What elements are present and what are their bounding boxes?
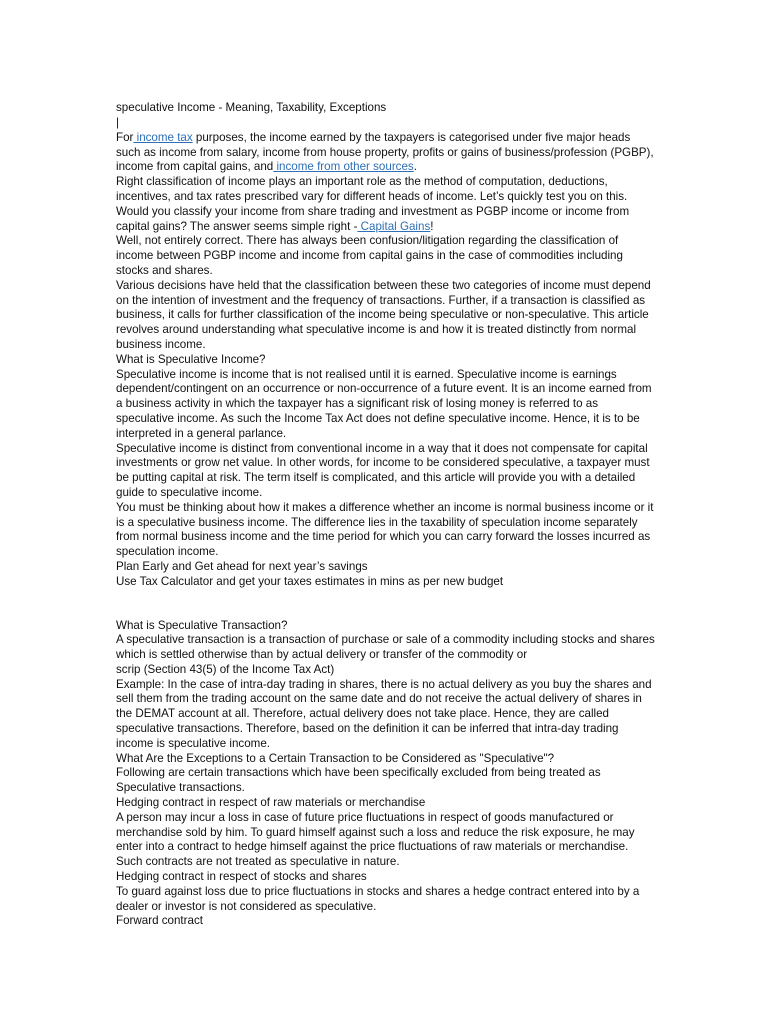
- paragraph-you-must-be-thinking: You must be thinking about how it makes a difference whether an income is normal business income or it is a speculative business income. The difference lies in the taxability of speculation income separately from normal business income and the time period for which you can carry forward the losses incurred as speculation income.: [116, 500, 654, 559]
- income-from-other-sources-link[interactable]: income from other sources: [273, 160, 414, 174]
- would-text-end: !: [430, 219, 434, 233]
- paragraph-example: Example: In the case of intra-day trading in shares, there is no actual delivery as you buy the shares and sell them from the trading account on the same date and do not receive the actual delivery of shares in the DEMAT account at all. Therefore, actual delivery does not take place. Hence, they are called speculative transactions. Therefore, based on the definition it can be inferred that intra-day trading income is speculative income.: [116, 677, 652, 750]
- capital-gains-link[interactable]: Capital Gains: [357, 219, 431, 233]
- intro-text-end: .: [413, 160, 417, 174]
- intro-paragraph: [116, 131, 656, 175]
- heading-what-is-speculative-income: What is Speculative Income?: [116, 352, 266, 366]
- paragraph-speculative-income-definition: Speculative income is income that is not realised until it is earned. Speculative income is earnings dependent/contingent on an occurrence or non-occurrence of a future event. It is an income earned from a business activity in which the taxpayer has a significant risk of losing money is referred to as speculative income. As such the Income Tax Act does not define speculative income. Hence, it is to be interpreted in a general parlance.: [116, 367, 652, 440]
- heading-hedging-raw-materials: Hedging contract in respect of raw materials or merchandise: [116, 796, 426, 810]
- paragraph-speculative-transaction: A speculative transaction is a transaction of purchase or sale of a commodity including stocks and shares which is settled otherwise than by actual delivery or transfer of the commodity or: [116, 633, 655, 662]
- paragraph-use-tax-calculator: Use Tax Calculator and get your taxes estimates in mins as per new budget: [116, 574, 504, 588]
- paragraph-well-not-correct: Well, not entirely correct. There has always been confusion/litigation regarding the classification of income between PGBP income and income from capital gains in the case of commodities including stocks and shares.: [116, 234, 623, 277]
- paragraph-right-classification: Right classification of income plays an important role as the method of computation, deductions, incentives, and tax rates prescribed vary for different heads of income. Let’s quickly test you on this.: [116, 175, 628, 203]
- paragraph-would-you-classify: [116, 205, 656, 235]
- income-tax-link[interactable]: income tax: [133, 130, 193, 144]
- heading-what-is-speculative-transaction: What is Speculative Transaction?: [116, 618, 288, 632]
- paragraph-various-decisions: Various decisions have held that the classification between these two categories of income must depend on the intention of investment and the frequency of transactions. Further, if a transaction is classified as business, it calls for further classification of the income being speculative or non-speculative. This article revolves around understanding what speculative income is and how it is treated distinctly from normal business income.: [116, 278, 651, 351]
- heading-exceptions: What Are the Exceptions to a Certain Transaction to be Considered as "Speculative"?: [116, 751, 555, 765]
- document-title: speculative Income - Meaning, Taxability, Exceptions: [116, 101, 387, 114]
- paragraph-speculative-income-distinct: Speculative income is distinct from conventional income in a way that it does not compensate for capital investments or grow net value. In other words, for income to be considered speculative, a taxpayer must be putting capital at risk. The term itself is complicated, and this article will provide you with a detailed guide to speculative income.: [116, 441, 650, 499]
- paragraph-plan-early: Plan Early and Get ahead for next year’s savings: [116, 559, 368, 573]
- would-text-start: Would you classify your income from share trading and investment as PGBP income or income from capital gains? The answer seems simple right -: [116, 204, 630, 233]
- blank-space: [116, 590, 656, 619]
- paragraph-section-reference: scrip (Section 43(5) of the Income Tax Act): [116, 662, 335, 676]
- text-cursor: |: [116, 115, 120, 129]
- paragraph-hedging-stocks: To guard against loss due to price fluctuations in stocks and shares a hedge contract entered into by a dealer or investor is not considered as speculative.: [116, 884, 640, 913]
- intro-text-start: For: [116, 130, 134, 144]
- paragraph-following-exclusions: Following are certain transactions which have been specifically excluded from being treated as Speculative transactions.: [116, 766, 601, 795]
- paragraph-hedging-raw-materials: A person may incur a loss in case of future price fluctuations in respect of goods manufactured or merchandise sold by him. To guard himself against such a loss and reduce the risk exposure, he may enter into a contract to hedge himself against the price fluctuations of raw materials or merchandise. Such contracts are not treated as speculative in nature.: [116, 810, 635, 869]
- heading-forward-contract: Forward contract: [116, 914, 203, 928]
- intro-text-middle: purposes, the income earned by the taxpayers is categorised under five major heads such as income from salary, income from house property, profits or gains of business/profession (PGBP), income from capital gains, and: [116, 130, 654, 174]
- document-page: [116, 101, 656, 929]
- heading-hedging-stocks: Hedging contract in respect of stocks and shares: [116, 870, 367, 884]
